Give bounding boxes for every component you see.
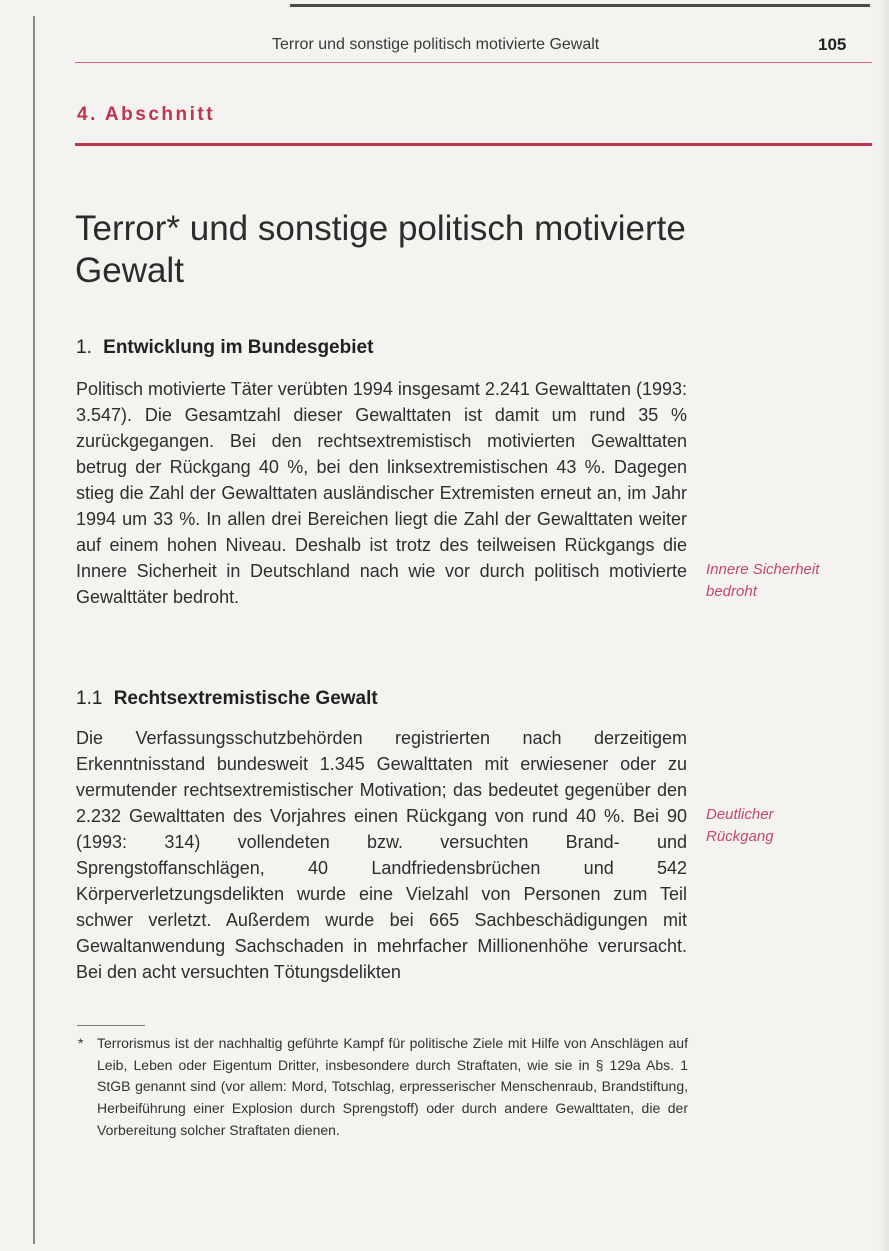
footnote-text: Terrorismus ist der nachhaltig geführte Kampf für politische Ziele mit Hilfe von Anschlägen auf Leib, Leben oder Eigentum Dritter, insbesondere durch Straftaten, wie sie in § 129a Abs. 1 StGB genannt sind (vor allem: Mord, Totschlag, erpresserischer Menschenraub, Brandstiftung, Herbeiführung einer Explosion durch Sprengstoff) oder durch andere Gewalttaten, die der Vorbereitung solcher Straftaten dienen. [97, 1035, 688, 1138]
marginal-line: Deutlicher [706, 806, 774, 823]
footnote [78, 1033, 688, 1142]
marginal-line: Rückgang [706, 828, 774, 845]
scan-binding-shadow [877, 0, 889, 1251]
marginal-note-2 [706, 804, 774, 848]
footnote-mark: * [78, 1035, 84, 1051]
page-number: 105 [818, 35, 847, 54]
section-heading-text: Entwicklung im Bundesgebiet [103, 337, 374, 358]
marginal-line: Innere Sicherheit [706, 561, 820, 578]
section-heading-1 [76, 337, 373, 359]
header-rule [75, 62, 872, 63]
section-rule [75, 143, 872, 146]
section-body-1: Politisch motivierte Täter verübten 1994 insgesamt 2.241 Gewalttaten (1993: 3.547). Die Gesamtzahl dieser Gewalttaten ist damit um rund 35 % zurückgegangen. Bei den rechtsextremistisch motivierten Gewalttaten betrug der Rückgang 40 %, bei den linksextremistischen 43 %. Dagegen stieg die Zahl der Gewalttaten ausländischer Extremisten erneut an, im Jahr 1994 um 33 %. In allen drei Bereichen liegt die Zahl der Gewalttaten weiter auf einem hohen Niveau. Deshalb ist trotz des teilweisen Rückgangs die Innere Sicherheit in Deutschland nach wie vor durch politisch motivierte Gewalttäter bedroht. [76, 379, 688, 607]
footnote-rule [77, 1025, 145, 1026]
section-heading-text: Rechtsextremistische Gewalt [113, 688, 378, 709]
section-label: 4. Abschnitt [77, 104, 216, 125]
section-number: 1.1 [76, 688, 103, 709]
section-heading-1-1 [76, 688, 378, 710]
marginal-line: bedroht [706, 583, 757, 600]
section-body-1-1: Die Verfassungsschutzbehörden registrierten nach derzeitigem Erkenntnisstand bundesweit 1.345 Gewalttaten mit erwiesener oder zu vermutender rechtsextremistischer Motivation; das bedeutet gegenüber den 2.232 Gewalttaten des Vorjahres einen Rückgang von rund 40 %. Bei 90 (1993: 314) vollendeten bzw. versuchten Brand- und Sprengstoffanschlägen, 40 Landfriedensbrüchen und 542 Körperverletzungsdelikten wurde eine Vielzahl von Personen zum Teil schwer verletzt. Außerdem wurde bei 665 Sachbeschädigungen mit Gewaltanwendung Sachschaden in mehrfacher Millionenhöhe verursacht. Bei den acht versuchten Tötungsdelikten [76, 728, 687, 982]
chapter-title: Terror* und sonstige politisch motivierte Gewalt [75, 209, 686, 290]
marginal-note-1 [706, 559, 819, 603]
scan-page-edge [33, 16, 35, 1244]
section-number: 1. [76, 337, 92, 358]
scan-top-edge [290, 4, 870, 7]
running-head: Terror und sonstige politisch motivierte Gewalt [272, 36, 600, 53]
